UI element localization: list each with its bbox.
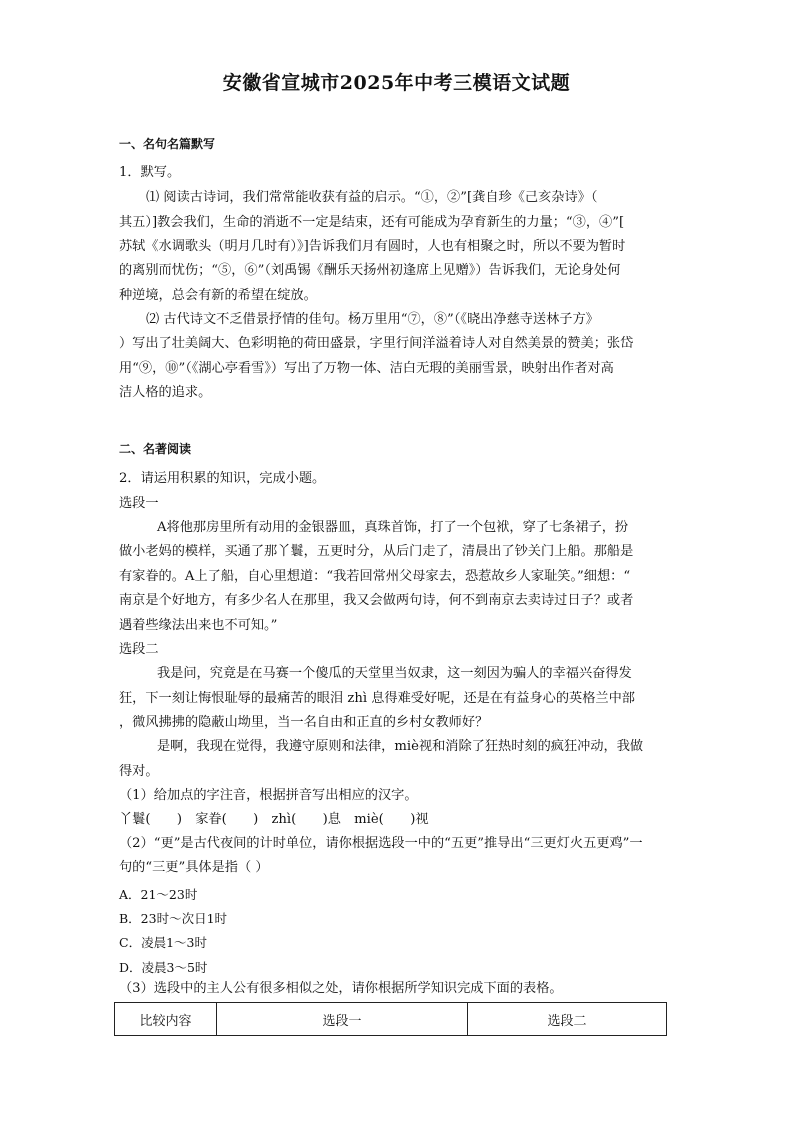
sub-question-1: （1）给加点的字注音，根据拼音写出相应的汉字。 [119, 788, 418, 803]
table-header-cell: 比较内容 [115, 1003, 217, 1036]
option-a: A．21～23时 [119, 887, 198, 902]
option-c: C．凌晨1～3时 [119, 935, 207, 950]
page-title: 安徽省宣城市2025年中考三模语文试题 [222, 72, 571, 94]
sub-question-2-line: 句的“三更”具体是指（ ） [119, 860, 269, 875]
selection-2-line: 我是问，究竟是在马赛一个傻瓜的天堂里当奴隶，这一刻因为骗人的幸福兴奋得发 [157, 666, 632, 681]
sub-question-1-blanks: 丫鬟( ) 家眷( ) zhì( )息 miè( )视 [119, 812, 429, 827]
selection-2-line: 是啊，我现在觉得，我遵守原则和法律，miè视和消除了狂热时刻的疯狂冲动，我做 [157, 739, 644, 754]
selection-1-line: 南京是个好地方，有多少名人在那里，我又会做两句诗，何不到南京去卖诗过日子？或者 [119, 593, 634, 608]
option-d: D．凌晨3～5时 [119, 960, 208, 975]
table-header-row [115, 1003, 667, 1036]
table-header-cell: 选段一 [217, 1003, 468, 1036]
question-1-label: 1．默写。 [119, 165, 181, 180]
table-header-cell: 选段二 [468, 1003, 667, 1036]
selection-2-label: 选段二 [119, 642, 159, 657]
q1-p1-line: ⑴ 阅读古诗词，我们常常能收获有益的启示。“①，②”[龚自珍《己亥杂诗》（ [146, 190, 598, 205]
q1-p1-line: 的离别而忧伤；“⑤，⑥”（刘禹锡《酬乐天扬州初逢席上见赠》）告诉我们，无论身处何 [119, 263, 621, 278]
selection-1-line: A将他那房里所有动用的金银器皿，真珠首饰，打了一个包袱，穿了七条裙子，扮 [157, 520, 629, 535]
selection-2-line: ，微风拂拂的隐蔽山坳里，当一名自由和正直的乡村女教师好？ [119, 715, 489, 730]
q1-p1-line: 种逆境，总会有新的希望在绽放。 [119, 288, 317, 303]
selection-1-line: 做小老妈的模样，买通了那丫鬟，五更时分，从后门走了，清晨出了钞关门上船。那船是 [119, 544, 634, 559]
sub-question-3: （3）选段中的主人公有很多相似之处，请你根据所学知识完成下面的表格。 [119, 981, 563, 996]
selection-1-label: 选段一 [119, 496, 159, 511]
q1-p2-line: 用“⑨，⑩”（《湖心亭看雪》）写出了万物一体、洁白无瑕的美丽雪景，映射出作者对高 [119, 361, 614, 376]
comparison-table [114, 1002, 667, 1036]
selection-2-line: 狂，下一刻让悔恨耻辱的最痛苦的眼泪 zhì 息得难受好呢，还是在有益身心的英格兰中部 [119, 691, 635, 706]
section-heading-1: 一、名句名篇默写 [119, 137, 216, 151]
q1-p2-line: ）写出了壮美阔大、色彩明艳的荷田盛景，字里行间洋溢着诗人对自然美景的赞美；张岱 [119, 336, 634, 351]
selection-2-line: 得对。 [119, 764, 159, 779]
q1-p1-line: 苏轼《水调歌头（明月几时有）》]告诉我们月有圆时，人也有相聚之时，所以不要为暂时 [119, 239, 626, 254]
q1-p2-line: ⑵ 古代诗文不乏借景抒情的佳句。杨万里用“⑦，⑧”（《晓出净慈寺送林子方》 [146, 312, 599, 327]
q1-p2-line: 洁人格的追求。 [119, 385, 212, 400]
selection-1-line: 有家眷的。A上了船，自心里想道：“我若回常州父母家去，恐惹故乡人家耻笑。”细想：“ [119, 569, 631, 584]
sub-question-2-line: （2）“更”是古代夜间的计时单位，请你根据选段一中的“五更”推导出“三更灯火五更鸡”一 [119, 836, 643, 851]
option-b: B．23时～次日1时 [119, 911, 228, 926]
selection-1-line: 遇着些缘法出来也不可知。” [119, 618, 278, 633]
section-heading-2: 二、名著阅读 [119, 442, 192, 456]
question-2-label: 2．请运用积累的知识，完成小题。 [119, 471, 326, 486]
q1-p1-line: 其五）]教会我们，生命的消逝不一定是结束，还有可能成为孕育新生的力量；“③，④”[ [119, 215, 625, 230]
